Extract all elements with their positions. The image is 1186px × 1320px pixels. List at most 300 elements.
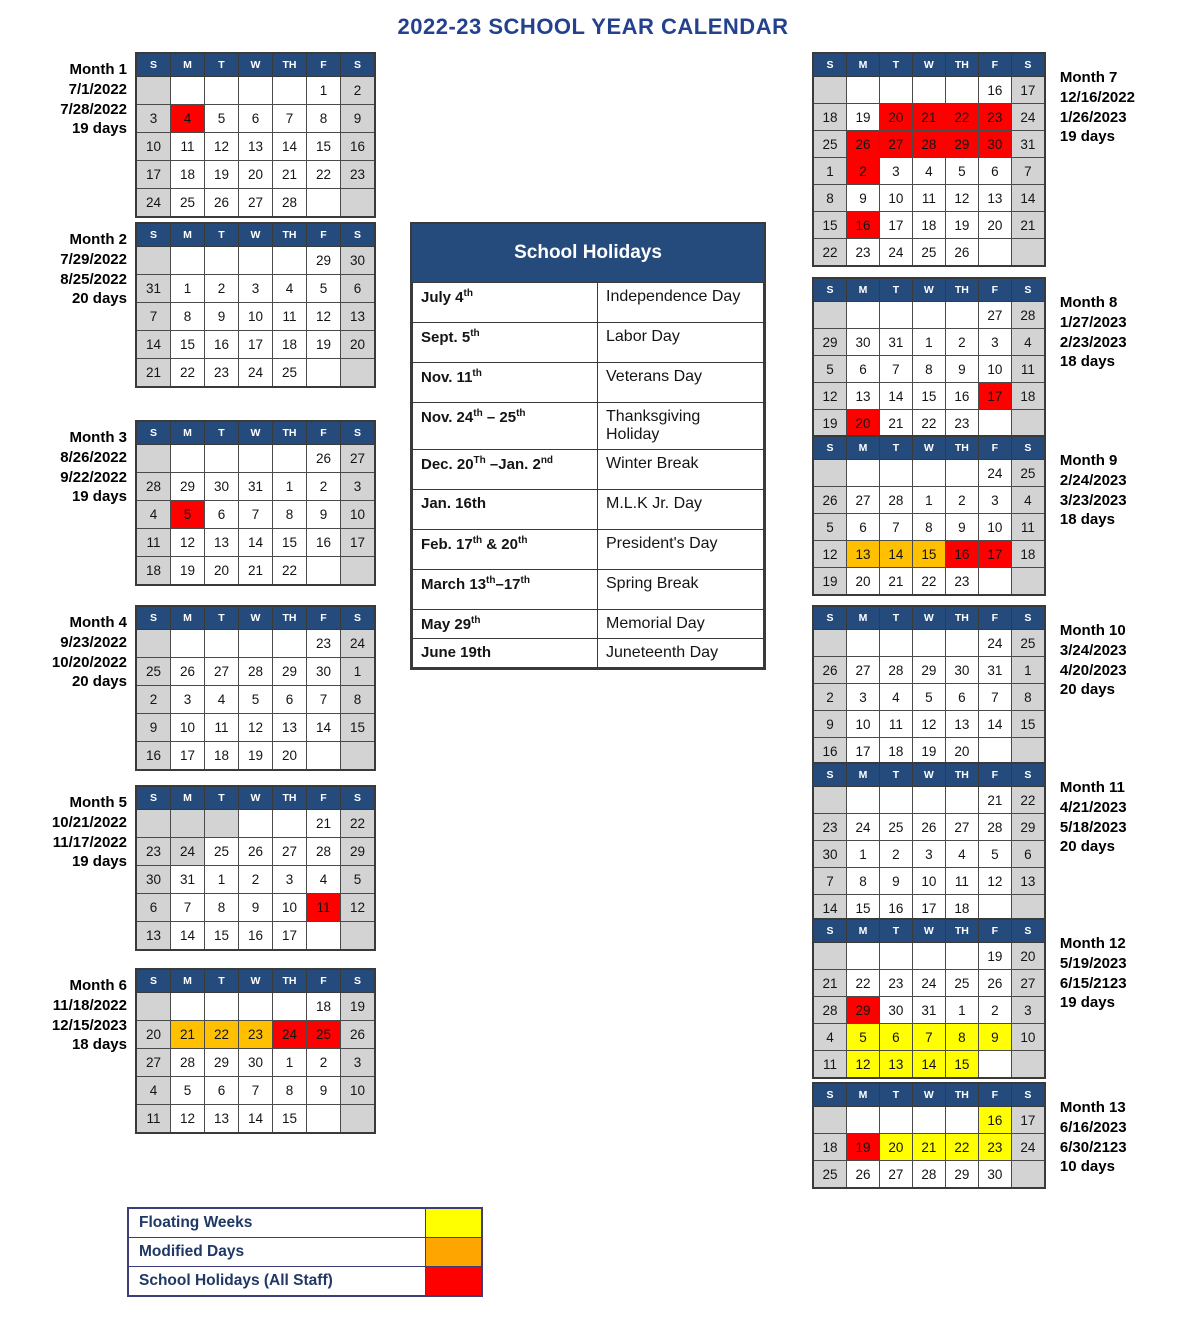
day-cell: 24	[341, 630, 376, 658]
day-cell: 5	[171, 1077, 205, 1105]
calendar-week-row	[136, 331, 375, 359]
day-header-row	[813, 919, 1045, 943]
day-cell-empty	[205, 77, 239, 105]
day-cell: 16	[846, 212, 879, 239]
day-cell: 13	[239, 133, 273, 161]
calendar-week-row	[813, 1051, 1045, 1079]
day-cell: 6	[136, 894, 171, 922]
day-cell: 8	[846, 868, 879, 895]
calendar-week-row	[136, 686, 375, 714]
day-cell-empty	[846, 77, 879, 104]
calendar-week-row	[136, 473, 375, 501]
day-cell: 17	[273, 922, 307, 951]
legend-label: School Holidays (All Staff)	[129, 1267, 425, 1295]
calendar-week-row	[136, 77, 375, 105]
day-cell-empty	[813, 943, 846, 970]
day-cell: 4	[136, 501, 171, 529]
day-cell: 19	[912, 738, 945, 766]
day-header: W	[912, 606, 945, 630]
day-cell: 9	[205, 303, 239, 331]
day-cell: 8	[273, 501, 307, 529]
calendar-week-row	[813, 841, 1045, 868]
day-cell: 2	[945, 329, 978, 356]
calendar-week-row	[136, 247, 375, 275]
day-header: T	[879, 436, 912, 460]
day-cell: 27	[846, 487, 879, 514]
day-cell: 12	[945, 185, 978, 212]
day-cell: 18	[1011, 383, 1045, 410]
day-header: M	[171, 786, 205, 810]
day-cell: 25	[912, 239, 945, 267]
day-cell: 13	[205, 1105, 239, 1134]
holiday-name: Juneteenth Day	[598, 639, 764, 668]
month-8	[812, 277, 1186, 438]
day-cell-empty	[912, 630, 945, 657]
day-cell: 10	[239, 303, 273, 331]
day-cell-empty	[813, 77, 846, 104]
day-cell: 6	[273, 686, 307, 714]
day-cell-empty	[136, 247, 171, 275]
day-header: T	[879, 919, 912, 943]
day-cell: 23	[307, 630, 341, 658]
day-cell: 12	[912, 711, 945, 738]
day-cell-empty	[912, 1107, 945, 1134]
holiday-row	[413, 530, 764, 570]
month-start-date: 8/26/2022	[60, 448, 127, 466]
day-cell: 20	[879, 104, 912, 131]
day-cell: 27	[978, 302, 1011, 329]
month-13	[812, 1082, 1186, 1189]
day-cell: 11	[1011, 514, 1045, 541]
day-cell: 30	[205, 473, 239, 501]
day-cell: 15	[273, 1105, 307, 1134]
day-cell: 29	[341, 838, 376, 866]
day-header: F	[978, 1083, 1011, 1107]
calendar-week-row	[136, 714, 375, 742]
month-days-count: 19 days	[71, 853, 127, 871]
day-cell: 20	[978, 212, 1011, 239]
month-days-count: 10 days	[1059, 1158, 1115, 1176]
day-header: T	[879, 1083, 912, 1107]
day-cell: 19	[945, 212, 978, 239]
calendar-week-row	[813, 1161, 1045, 1189]
day-cell: 27	[273, 838, 307, 866]
month-days-count: 20 days	[71, 290, 127, 308]
day-header-row	[136, 421, 375, 445]
day-cell-empty	[307, 557, 341, 586]
day-cell: 14	[239, 1105, 273, 1134]
day-cell: 1	[813, 158, 846, 185]
day-header: W	[912, 436, 945, 460]
day-cell: 12	[813, 383, 846, 410]
day-cell: 29	[1011, 814, 1045, 841]
month-10-calendar	[812, 605, 1046, 766]
day-cell: 28	[1011, 302, 1045, 329]
holiday-row	[413, 363, 764, 403]
legend	[127, 1207, 483, 1297]
day-header-row	[136, 786, 375, 810]
day-cell: 28	[912, 1161, 945, 1189]
calendar-week-row	[813, 212, 1045, 239]
holiday-date: March 13th–17th	[413, 570, 598, 610]
day-cell: 19	[205, 161, 239, 189]
day-header: TH	[273, 606, 307, 630]
day-cell: 27	[239, 189, 273, 218]
legend-label: Floating Weeks	[129, 1209, 425, 1237]
day-header: F	[978, 278, 1011, 302]
day-cell: 17	[341, 529, 376, 557]
day-cell: 10	[1011, 1024, 1045, 1051]
month-2-label	[32, 222, 127, 309]
calendar-week-row	[136, 161, 375, 189]
day-cell: 1	[341, 658, 376, 686]
calendar-week-row	[136, 1021, 375, 1049]
day-cell: 10	[846, 711, 879, 738]
day-cell: 2	[307, 473, 341, 501]
month-start-date: 12/16/2022	[1059, 88, 1135, 106]
day-cell: 26	[912, 814, 945, 841]
day-cell-empty	[813, 302, 846, 329]
month-11-calendar	[812, 762, 1046, 923]
day-cell: 5	[912, 684, 945, 711]
day-cell: 3	[978, 329, 1011, 356]
month-days-count: 18 days	[71, 1036, 127, 1054]
day-cell-empty	[945, 77, 978, 104]
day-cell: 12	[171, 529, 205, 557]
day-cell: 19	[846, 104, 879, 131]
calendar-week-row	[813, 356, 1045, 383]
day-cell: 23	[978, 104, 1011, 131]
month-3-label	[32, 420, 127, 507]
calendar-week-row	[813, 943, 1045, 970]
day-cell-empty	[273, 445, 307, 473]
month-4-calendar	[135, 605, 376, 771]
day-header: S	[1011, 278, 1045, 302]
month-name: Month 13	[1059, 1099, 1126, 1116]
holiday-row	[413, 570, 764, 610]
day-header-row	[136, 53, 375, 77]
day-header: W	[239, 223, 273, 247]
day-cell: 26	[813, 487, 846, 514]
month-end-date: 4/20/2023	[1059, 661, 1127, 679]
day-cell: 18	[136, 557, 171, 586]
month-end-date: 3/23/2023	[1059, 491, 1127, 509]
day-cell: 13	[846, 541, 879, 568]
day-cell: 31	[171, 866, 205, 894]
month-start-date: 6/16/2023	[1059, 1118, 1127, 1136]
day-cell: 29	[307, 247, 341, 275]
month-1-calendar	[135, 52, 376, 218]
day-header: S	[1011, 763, 1045, 787]
month-1-label	[32, 52, 127, 139]
day-cell: 11	[813, 1051, 846, 1079]
day-cell: 24	[273, 1021, 307, 1049]
day-cell: 13	[846, 383, 879, 410]
day-cell: 7	[1011, 158, 1045, 185]
month-4-label	[32, 605, 127, 692]
day-cell-empty	[239, 810, 273, 838]
day-cell-empty	[879, 460, 912, 487]
calendar-week-row	[813, 1107, 1045, 1134]
day-cell-empty	[879, 1107, 912, 1134]
day-header: S	[341, 421, 376, 445]
day-cell-empty	[1011, 568, 1045, 596]
day-cell-empty	[813, 630, 846, 657]
day-cell: 25	[273, 359, 307, 388]
day-cell: 25	[307, 1021, 341, 1049]
holiday-name: Thanksgiving Holiday	[598, 403, 764, 450]
day-cell: 30	[307, 658, 341, 686]
month-name: Month 6	[69, 977, 127, 994]
day-cell: 10	[341, 1077, 376, 1105]
calendar-week-row	[813, 383, 1045, 410]
day-cell: 15	[1011, 711, 1045, 738]
month-name: Month 10	[1059, 622, 1126, 639]
day-cell: 18	[879, 738, 912, 766]
day-header: F	[978, 606, 1011, 630]
day-header: TH	[945, 606, 978, 630]
day-cell: 14	[978, 711, 1011, 738]
day-cell: 4	[171, 105, 205, 133]
day-cell: 8	[273, 1077, 307, 1105]
day-cell: 22	[273, 557, 307, 586]
day-cell-empty	[846, 943, 879, 970]
day-cell-empty	[813, 460, 846, 487]
day-cell-empty	[205, 445, 239, 473]
day-cell: 17	[1011, 77, 1045, 104]
day-cell: 18	[813, 1134, 846, 1161]
calendar-week-row	[813, 684, 1045, 711]
day-cell-empty	[879, 77, 912, 104]
day-cell: 27	[205, 658, 239, 686]
day-header: F	[978, 763, 1011, 787]
day-cell: 21	[1011, 212, 1045, 239]
day-header: S	[813, 606, 846, 630]
month-7-label	[1060, 52, 1186, 147]
day-header: TH	[273, 223, 307, 247]
day-cell: 13	[136, 922, 171, 951]
day-cell-empty	[136, 993, 171, 1021]
day-cell: 31	[879, 329, 912, 356]
day-cell: 26	[171, 658, 205, 686]
month-start-date: 4/21/2023	[1059, 798, 1127, 816]
day-cell: 22	[945, 1134, 978, 1161]
day-cell: 5	[978, 841, 1011, 868]
calendar-week-row	[813, 410, 1045, 438]
day-header: S	[341, 223, 376, 247]
day-header: W	[912, 1083, 945, 1107]
month-13-label	[1060, 1082, 1186, 1177]
holiday-row	[413, 450, 764, 490]
day-cell: 12	[239, 714, 273, 742]
day-cell: 9	[307, 1077, 341, 1105]
day-cell: 1	[205, 866, 239, 894]
day-cell: 29	[171, 473, 205, 501]
day-cell: 26	[978, 970, 1011, 997]
day-cell: 10	[136, 133, 171, 161]
day-cell-empty	[945, 460, 978, 487]
calendar-week-row	[813, 868, 1045, 895]
day-cell-empty	[1011, 410, 1045, 438]
calendar-week-row	[813, 738, 1045, 766]
month-days-count: 20 days	[71, 673, 127, 691]
day-header: M	[171, 606, 205, 630]
day-cell-empty	[136, 445, 171, 473]
day-header: F	[307, 223, 341, 247]
day-header: M	[846, 763, 879, 787]
day-header: S	[136, 223, 171, 247]
month-name: Month 3	[69, 429, 127, 446]
day-cell: 13	[879, 1051, 912, 1079]
day-header: TH	[273, 53, 307, 77]
day-cell: 3	[978, 487, 1011, 514]
day-cell: 17	[978, 383, 1011, 410]
day-cell: 21	[171, 1021, 205, 1049]
calendar-week-row	[813, 302, 1045, 329]
calendar-week-row	[813, 77, 1045, 104]
legend-row-school-holidays-all-staff	[129, 1266, 481, 1295]
month-name: Month 12	[1059, 935, 1126, 952]
day-cell: 5	[205, 105, 239, 133]
day-cell: 3	[879, 158, 912, 185]
calendar-week-row	[136, 359, 375, 388]
calendar-week-row	[136, 529, 375, 557]
month-name: Month 9	[1059, 452, 1118, 469]
day-cell: 19	[846, 1134, 879, 1161]
day-cell: 21	[912, 104, 945, 131]
month-end-date: 7/28/2022	[60, 100, 127, 118]
day-cell: 24	[912, 970, 945, 997]
day-cell-empty	[171, 247, 205, 275]
day-cell: 16	[945, 541, 978, 568]
day-header: TH	[945, 436, 978, 460]
calendar-week-row	[813, 630, 1045, 657]
day-cell: 1	[912, 487, 945, 514]
month-end-date: 10/20/2022	[51, 653, 127, 671]
day-cell: 11	[136, 529, 171, 557]
day-cell: 11	[273, 303, 307, 331]
month-name: Month 7	[1059, 69, 1118, 86]
day-header: S	[341, 786, 376, 810]
day-cell-empty	[239, 630, 273, 658]
day-cell-empty	[945, 787, 978, 814]
day-header: S	[813, 919, 846, 943]
day-cell: 14	[273, 133, 307, 161]
month-days-count: 19 days	[1059, 128, 1115, 146]
calendar-week-row	[813, 541, 1045, 568]
holiday-row	[413, 323, 764, 363]
day-cell: 29	[912, 657, 945, 684]
day-cell: 31	[239, 473, 273, 501]
day-cell: 24	[1011, 104, 1045, 131]
day-header-row	[813, 606, 1045, 630]
day-cell: 28	[978, 814, 1011, 841]
day-cell: 12	[341, 894, 376, 922]
day-cell: 2	[846, 158, 879, 185]
day-cell: 19	[307, 331, 341, 359]
day-cell: 14	[1011, 185, 1045, 212]
day-cell: 4	[945, 841, 978, 868]
day-cell: 14	[879, 383, 912, 410]
day-cell-empty	[341, 1105, 376, 1134]
calendar-week-row	[813, 104, 1045, 131]
holiday-name: Independence Day	[598, 283, 764, 323]
day-header-row	[136, 223, 375, 247]
day-cell: 31	[912, 997, 945, 1024]
legend-swatch-modified-days	[425, 1238, 481, 1266]
day-cell: 3	[846, 684, 879, 711]
day-header: S	[813, 763, 846, 787]
calendar-week-row	[136, 866, 375, 894]
day-header: TH	[273, 421, 307, 445]
month-end-date: 8/25/2022	[60, 270, 127, 288]
calendar-week-row	[813, 970, 1045, 997]
day-header: S	[1011, 606, 1045, 630]
month-6	[32, 968, 376, 1134]
day-cell-empty	[813, 787, 846, 814]
calendar-week-row	[813, 711, 1045, 738]
day-cell-empty	[171, 77, 205, 105]
day-cell: 12	[813, 541, 846, 568]
day-header: S	[813, 53, 846, 77]
day-header: F	[307, 421, 341, 445]
day-cell: 9	[813, 711, 846, 738]
day-cell: 15	[341, 714, 376, 742]
day-cell: 13	[1011, 868, 1045, 895]
day-header: T	[879, 606, 912, 630]
day-cell: 7	[239, 501, 273, 529]
day-cell: 17	[1011, 1107, 1045, 1134]
day-cell: 16	[879, 895, 912, 923]
month-start-date: 7/29/2022	[60, 250, 127, 268]
month-start-date: 2/24/2023	[1059, 471, 1127, 489]
day-cell-empty	[341, 922, 376, 951]
calendar-week-row	[813, 329, 1045, 356]
day-cell: 19	[239, 742, 273, 771]
day-cell: 13	[273, 714, 307, 742]
day-cell: 19	[171, 557, 205, 586]
day-header: TH	[945, 53, 978, 77]
day-cell: 20	[945, 738, 978, 766]
day-cell: 16	[136, 742, 171, 771]
day-cell: 5	[341, 866, 376, 894]
month-4	[32, 605, 376, 771]
day-cell-empty	[341, 189, 376, 218]
day-cell: 23	[846, 239, 879, 267]
day-header: M	[846, 1083, 879, 1107]
day-cell: 10	[273, 894, 307, 922]
month-start-date: 1/27/2023	[1059, 313, 1127, 331]
day-cell: 6	[846, 356, 879, 383]
month-end-date: 5/18/2023	[1059, 818, 1127, 836]
day-cell-empty	[171, 630, 205, 658]
day-cell: 10	[912, 868, 945, 895]
month-name: Month 11	[1059, 779, 1125, 796]
day-header: TH	[945, 278, 978, 302]
day-header: W	[912, 919, 945, 943]
day-cell-empty	[1011, 738, 1045, 766]
day-cell: 14	[307, 714, 341, 742]
day-cell-empty	[912, 943, 945, 970]
day-cell: 23	[945, 410, 978, 438]
month-end-date: 2/23/2023	[1059, 333, 1127, 351]
holiday-date: Feb. 17th & 20th	[413, 530, 598, 570]
day-cell: 21	[239, 557, 273, 586]
calendar-week-row	[813, 814, 1045, 841]
holiday-row	[413, 490, 764, 530]
day-header: M	[846, 919, 879, 943]
day-header: M	[846, 436, 879, 460]
